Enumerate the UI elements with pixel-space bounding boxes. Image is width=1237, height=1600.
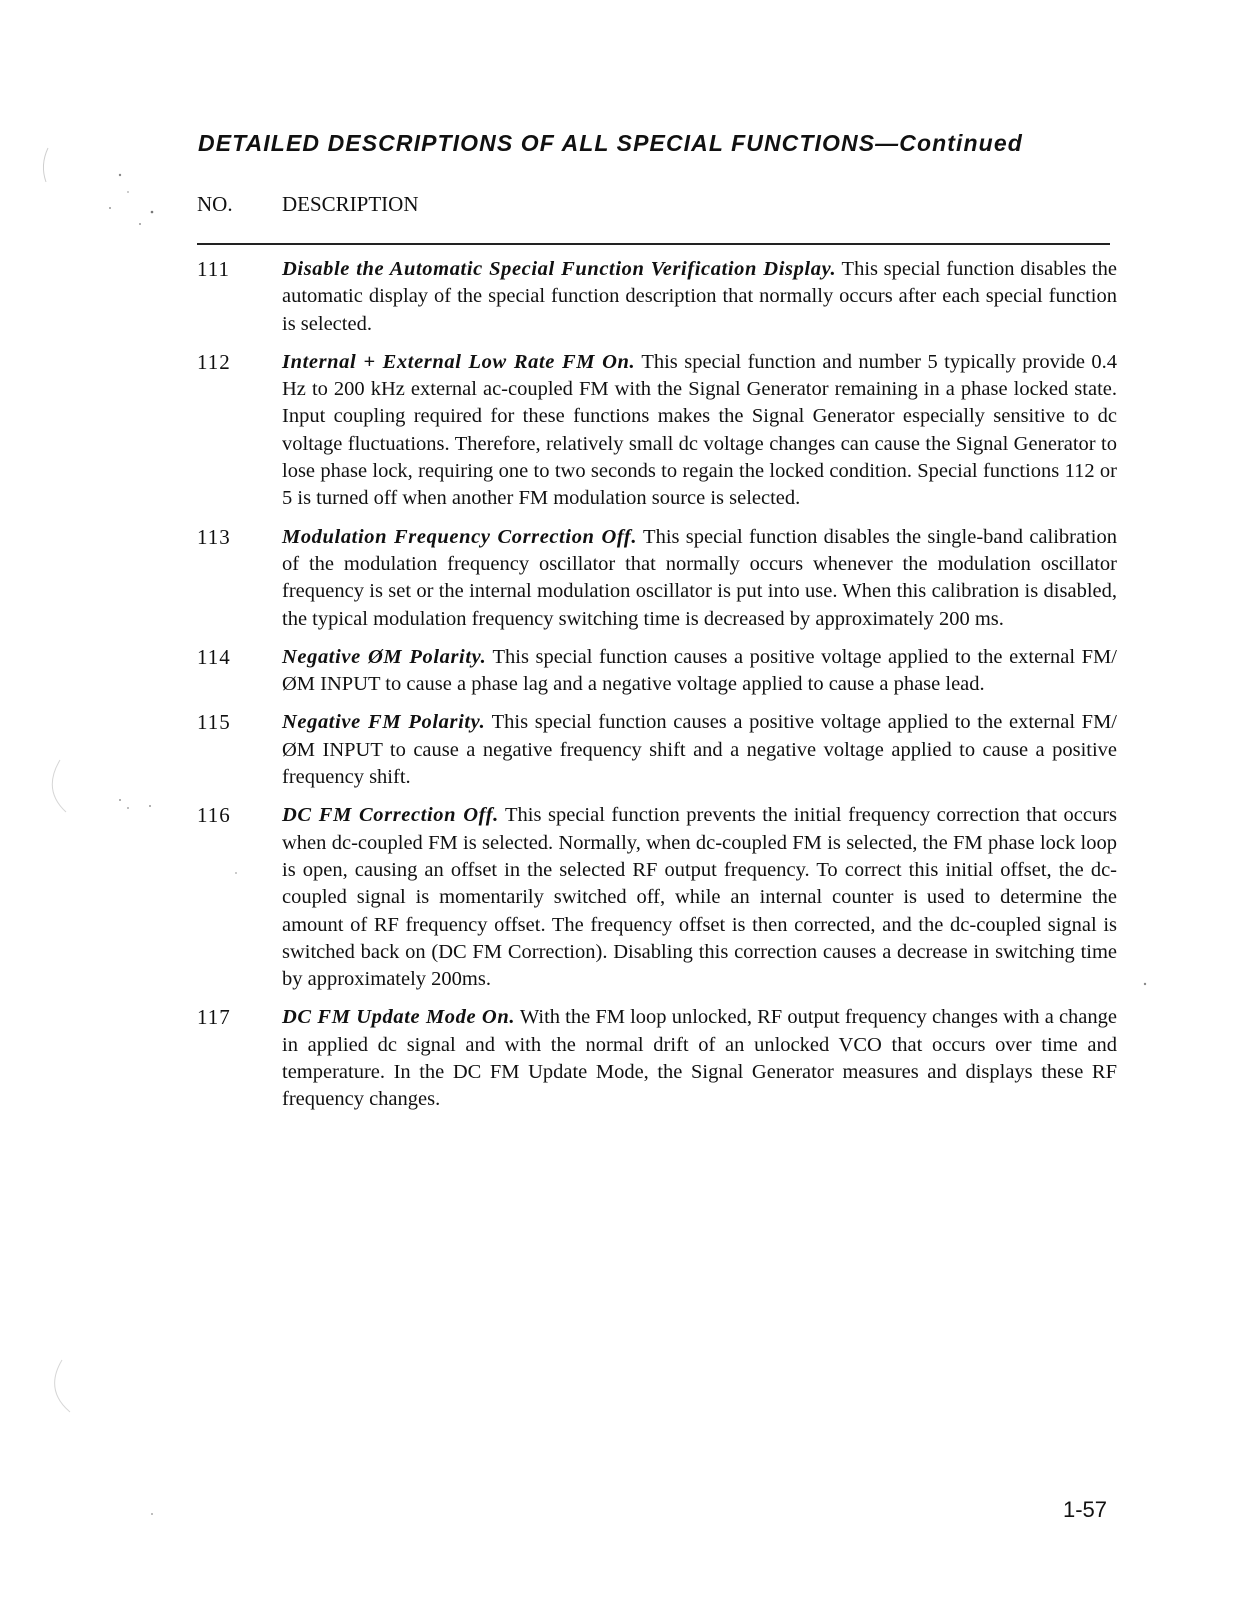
function-text: This special function causes a positive voltage applied to the external FM/ØM INPUT to cause a negative frequency shift and a negative voltage applied to cause a positive frequency shift. <box>282 711 1117 789</box>
function-title: Negative FM Polarity. <box>282 711 486 734</box>
function-number: 111 <box>197 257 230 281</box>
function-title: DC FM Correction Off. <box>282 804 499 827</box>
function-description <box>282 349 1117 513</box>
column-header-description: DESCRIPTION <box>282 192 419 216</box>
function-description <box>282 644 1117 699</box>
function-title: Disable the Automatic Special Function Verification Display. <box>282 258 837 280</box>
function-number: 115 <box>197 710 231 735</box>
column-header-no: NO. <box>197 192 233 216</box>
function-text: This special function and number 5 typically provide 0.4 Hz to 200 kHz external ac-coupled FM with the Signal Generator remaining in a phase locked state. Input coupling required for these functions makes the Signal Generator especially sensitive to dc voltage fluctuations. Therefore, relatively small dc voltage changes can cause the Signal Generator to lose phase lock, requiring one to two seconds to regain the locked condition. Special functions 112 or 5 is turned off when another FM modulation source is selected. <box>282 350 1117 510</box>
function-text: This special function disables the automatic display of the special function description that normally occurs after each special function is selected. <box>282 258 1117 335</box>
function-title: Internal + External Low Rate FM On. <box>282 350 636 373</box>
function-number: 116 <box>197 803 231 828</box>
function-number: 117 <box>197 1005 231 1030</box>
function-text: With the FM loop unlocked, RF output frequency changes with a change in applied dc signal and with the normal drift of an unlocked VCO that occurs over time and temperature. In the DC FM Update Mode, the Signal Generator measures and displays these RF frequency changes. <box>282 1006 1117 1111</box>
function-text: This special function causes a positive voltage applied to the external FM/ØM INPUT to cause a phase lag and a negative voltage applied to cause a phase lead. <box>282 645 1117 696</box>
header-divider <box>197 243 1110 245</box>
function-entry-115 <box>197 709 1117 791</box>
function-title: Modulation Frequency Correction Off. <box>282 525 638 548</box>
function-number: 112 <box>197 349 231 374</box>
function-number: 114 <box>197 644 231 669</box>
function-description <box>282 524 1117 633</box>
function-entry-116 <box>197 802 1117 993</box>
function-description <box>282 709 1117 791</box>
function-entry-112 <box>197 349 1117 513</box>
page-number: 1-57 <box>1063 1497 1108 1522</box>
function-entry-113 <box>197 524 1117 633</box>
function-description <box>282 802 1117 993</box>
function-description <box>282 256 1117 338</box>
function-entry-114 <box>197 644 1117 699</box>
function-text: This special function prevents the initial frequency correction that occurs when dc-coupled FM is selected. Normally, when dc-coupled FM is selected, the FM phase lock loop is open, causing an offset in the selected RF output frequency. To correct this initial offset, the dc-coupled signal is momentarily switched off, while an internal counter is used to determine the amount of RF frequency offset. The frequency offset is then corrected, and the dc-coupled signal is switched back on (DC FM Correction). Disabling this correction causes a decrease in switching time by approximately 200ms. <box>282 804 1117 991</box>
function-text: This special function disables the single-band calibration of the modulation frequency oscillator that normally occurs whenever the modulation oscillator frequency is set or the internal modulation oscillator is put into use. When this calibration is disabled, the typical modulation frequency switching time is decreased by approximately 200 ms. <box>282 525 1117 630</box>
function-number: 113 <box>197 524 231 549</box>
function-description <box>282 1004 1117 1113</box>
function-list <box>197 256 1117 1125</box>
function-entry-117 <box>197 1004 1117 1113</box>
function-entry-111 <box>197 256 1117 338</box>
function-title: DC FM Update Mode On. <box>282 1006 516 1029</box>
function-title: Negative ØM Polarity. <box>282 645 487 668</box>
section-heading: DETAILED DESCRIPTIONS OF ALL SPECIAL FUNCTIONS—Continued <box>198 130 1023 156</box>
